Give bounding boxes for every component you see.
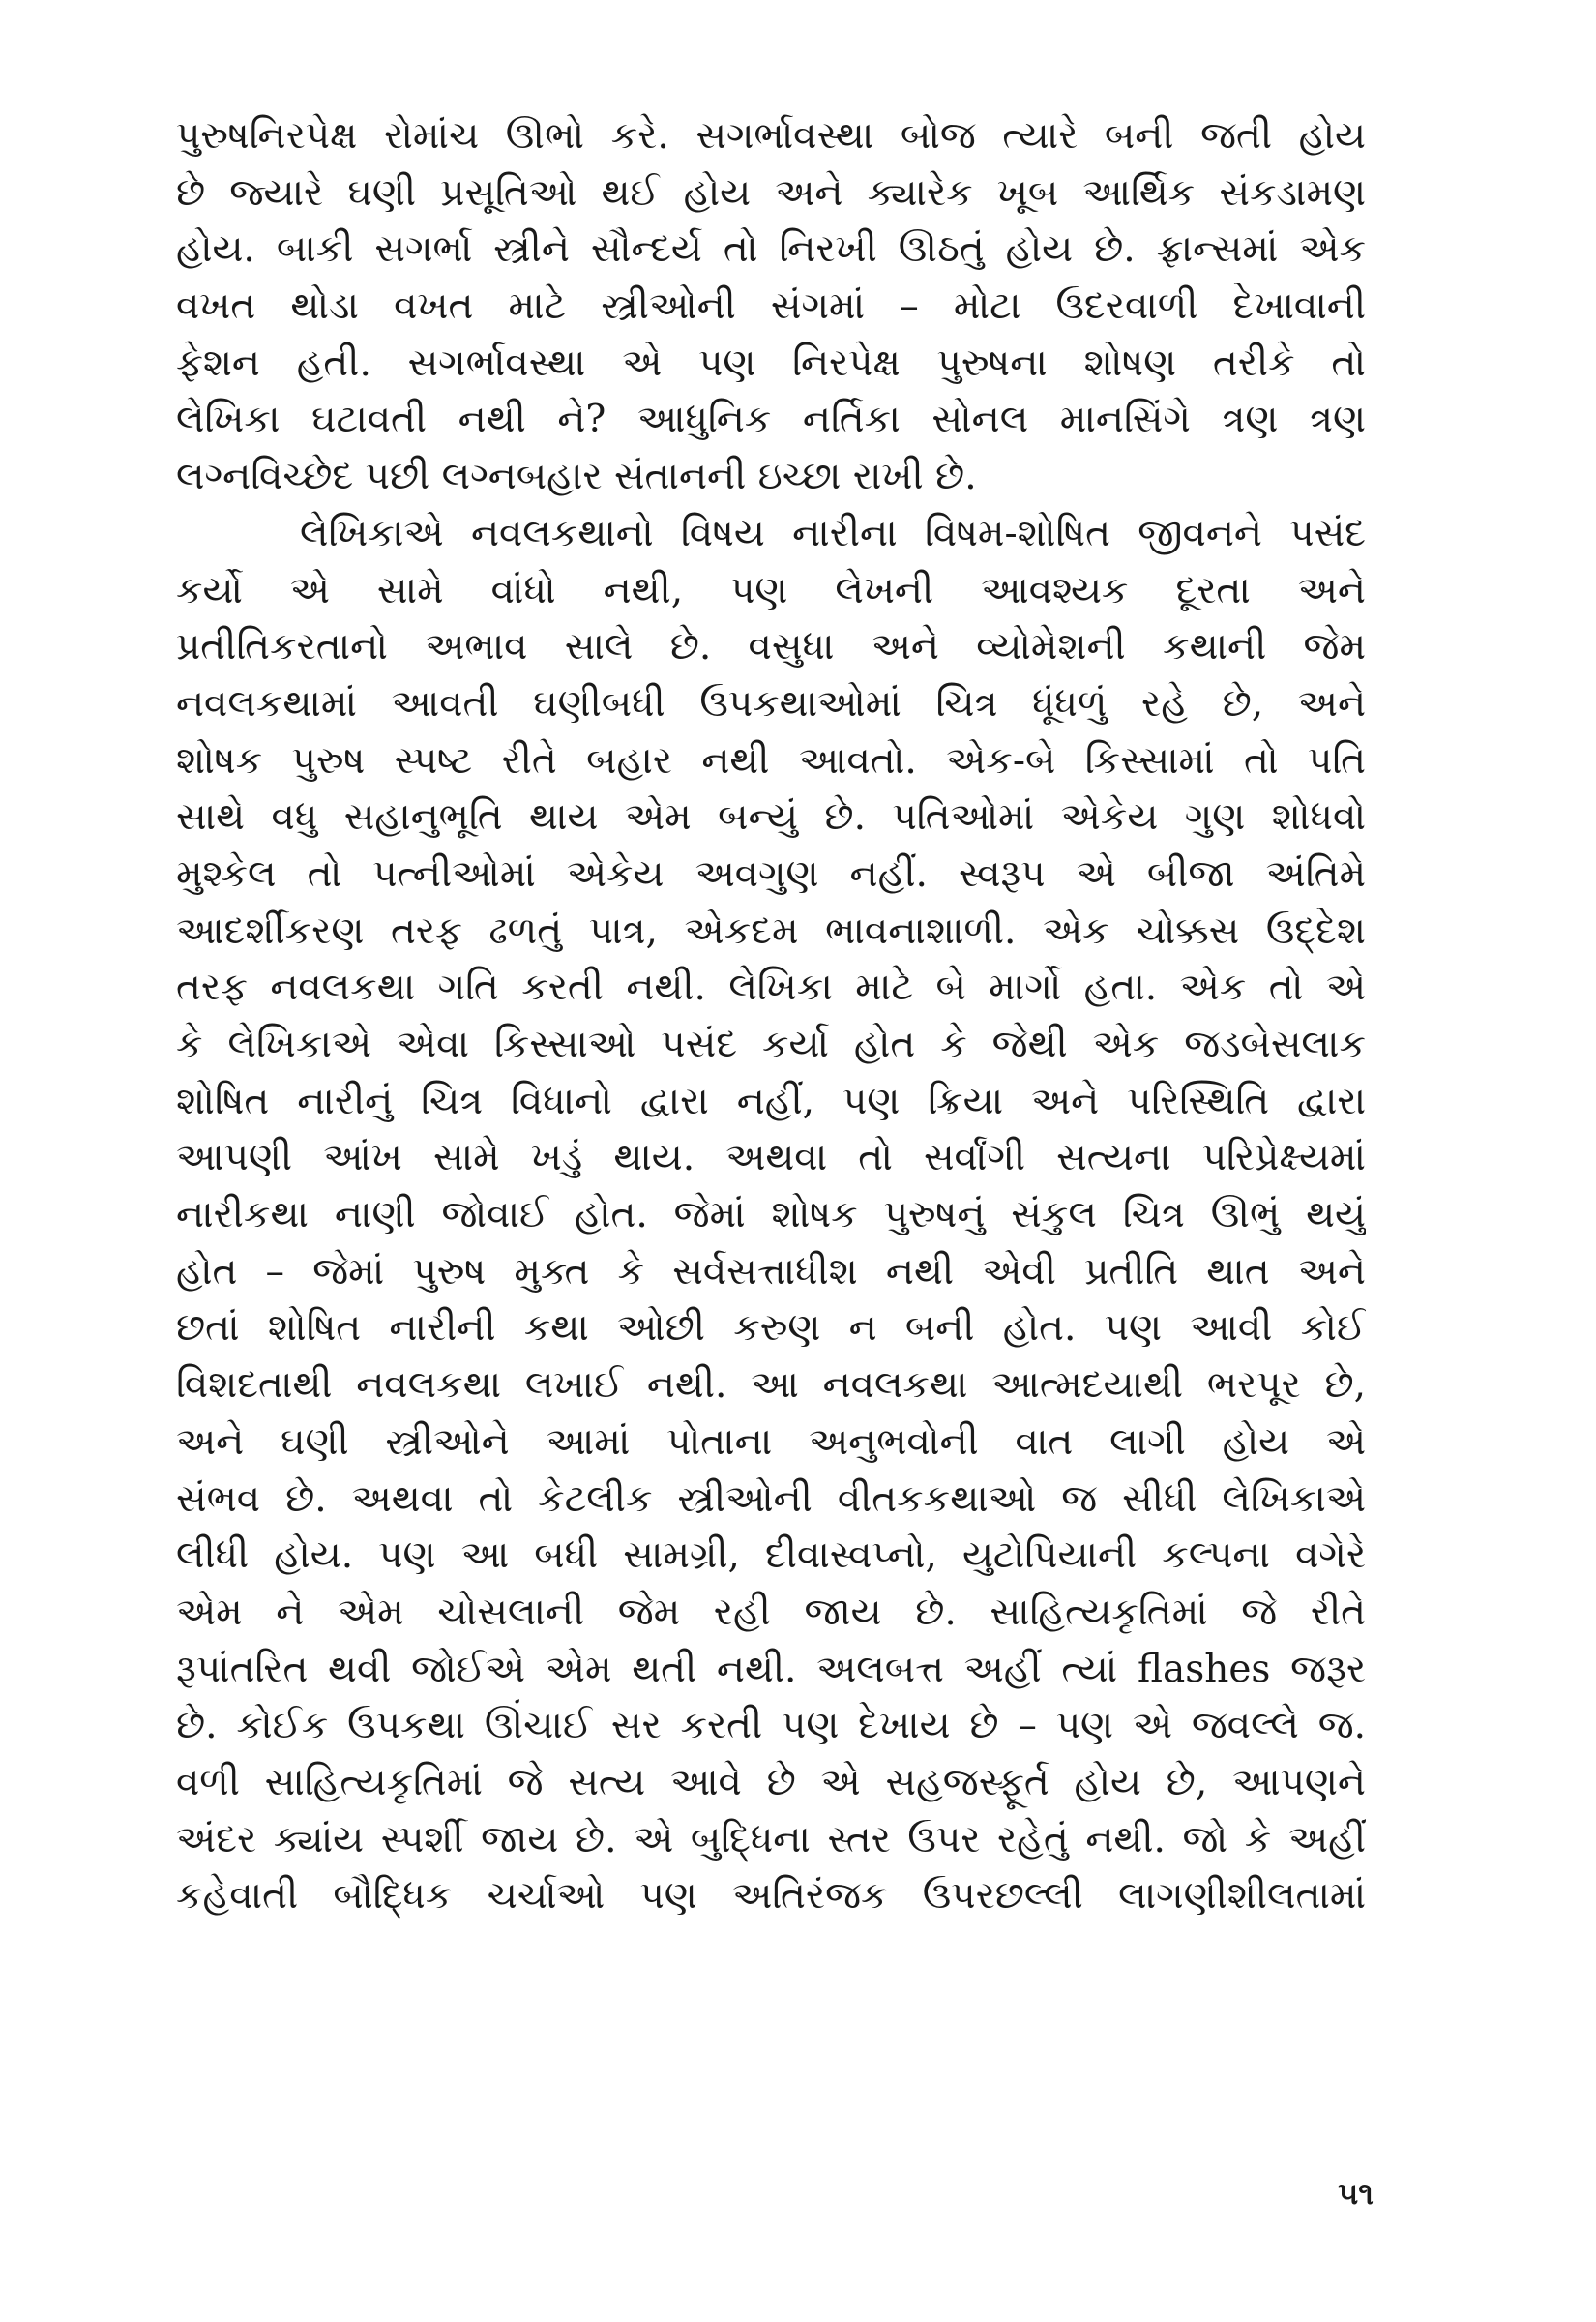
text-line: લીધી હોય. પણ આ બધી સામગ્રી, દીવાસ્વપ્નો, યુટોપિયાની કલ્પના વગેરે — [176, 1533, 1366, 1578]
text-line: લગ્નવિચ્છેદ પછી લગ્નબહાર સંતાનની ઇચ્છા રાખી છે. — [176, 455, 977, 499]
text-line: પુરુષનિરપેક્ષ રોમાંચ ઊભો કરે. સગર્ભાવસ્થા બોજ ત્યારે બની જતી હોય — [176, 114, 1366, 158]
body-text — [176, 108, 1366, 1925]
text-line: કહેવાતી બૌદ્ધિક ચર્ચાઓ પણ અતિરંજક ઉપરછલ્લી લાગણીશીલતામાં — [176, 1874, 1366, 1919]
text-line: અને ઘણી સ્ત્રીઓને આમાં પોતાના અનુભવોની વાત લાગી હોય એ — [176, 1419, 1366, 1464]
text-line: રૂપાંતરિત થવી જોઈએ એમ થતી નથી. અલબત્ત અહીં ત્યાં flashes જરૂર — [176, 1647, 1366, 1691]
text-line: સાથે વધુ સહાનુભૂતિ થાય એમ બન્યું છે. પતિઓમાં એકેય ગુણ શોધવો — [176, 795, 1366, 840]
text-line: કર્યો એ સામે વાંધો નથી, પણ લેખની આવશ્યક દૂરતા અને — [176, 568, 1366, 612]
text-line: છે. કોઈક ઉપકથા ઊંચાઈ સર કરતી પણ દેખાય છે – પણ એ જવલ્લે જ. — [176, 1704, 1366, 1748]
text-line: વળી સાહિત્યકૃતિમાં જે સત્ય આવે છે એ સહજસ્ફૂર્ત હોય છે, આપણને — [176, 1760, 1366, 1804]
text-line: ફેશન હતી. સગર્ભાવસ્થા એ પણ નિરપેક્ષ પુરુષના શોષણ તરીકે તો — [176, 341, 1366, 385]
text-line: નવલકથામાં આવતી ઘણીબધી ઉપકથાઓમાં ચિત્ર ધૂંધળું રહે છે, અને — [176, 681, 1366, 726]
text-line: હોત – જેમાં પુરુષ મુક્ત કે સર્વસત્તાધીશ નથી એવી પ્રતીતિ થાત અને — [176, 1249, 1366, 1294]
text-line: સંભવ છે. અથવા તો કેટલીક સ્ત્રીઓની વીતકકથાઓ જ સીધી લેખિકાએ — [176, 1476, 1366, 1521]
text-line: તરફ નવલકથા ગતિ કરતી નથી. લેખિકા માટે બે માર્ગો હતા. એક તો એ — [176, 966, 1366, 1010]
text-line: એમ ને એમ ચોસલાની જેમ રહી જાય છે. સાહિત્યકૃતિમાં જે રીતે — [176, 1590, 1366, 1634]
paragraph-2 — [176, 506, 1366, 1925]
text-line: શોષિત નારીનું ચિત્ર વિધાનો દ્વારા નહીં, પણ ક્રિયા અને પરિસ્થિતિ દ્વારા — [176, 1079, 1366, 1123]
text-line: શોષક પુરુષ સ્પષ્ટ રીતે બહાર નથી આવતો. એક-બે કિસ્સામાં તો પતિ — [176, 738, 1366, 783]
text-line: છતાં શોષિત નારીની કથા ઓછી કરુણ ન બની હોત. પણ આવી કોઈ — [176, 1306, 1366, 1351]
text-line: છે જ્યારે ઘણી પ્રસૂતિઓ થઈ હોય અને ક્યારેક ખૂબ આર્થિક સંકડામણ — [176, 170, 1366, 215]
text-line: હોય. બાકી સગર્ભા સ્ત્રીને સૌન્દર્ય તો નિરખી ઊઠતું હોય છે. ફ્રાન્સમાં એક — [176, 227, 1366, 272]
text-line: અંદર ક્યાંય સ્પર્શી જાય છે. એ બુદ્ધિના સ્તર ઉપર રહેતું નથી. જો કે અહીં — [176, 1817, 1366, 1861]
text-line: આપણી આંખ સામે ખડું થાય. અથવા તો સર્વાંગી સત્યના પરિપ્રેક્ષ્યમાં — [176, 1136, 1366, 1180]
page-number: ૫૧ — [1338, 2175, 1374, 2212]
text-line: નારીકથા નાણી જોવાઈ હોત. જેમાં શોષક પુરુષનું સંકુલ ચિત્ર ઊભું થયું — [176, 1193, 1366, 1237]
text-line: આદર્શીકરણ તરફ ઢળતું પાત્ર, એકદમ ભાવનાશાળી. એક ચોક્કસ ઉદ્દેશ — [176, 908, 1366, 953]
text-line: પ્રતીતિકરતાનો અભાવ સાલે છે. વસુધા અને વ્યોમેશની કથાની જેમ — [176, 625, 1366, 670]
text-line: લેખિકા ઘટાવતી નથી ને? આધુનિક નર્તિકા સોનલ માનસિંગે ત્રણ ત્રણ — [176, 398, 1366, 442]
text-line: મુશ્કેલ તો પત્નીઓમાં એકેય અવગુણ નહીં. સ્વરૂપ એ બીજા અંતિમે — [176, 851, 1366, 896]
text-line: વિશદતાથી નવલકથા લખાઈ નથી. આ નવલકથા આત્મદયાથી ભરપૂર છે, — [176, 1363, 1366, 1408]
text-line: વખત થોડા વખત માટે સ્ત્રીઓની સંગમાં – મોટા ઉદરવાળી દેખાવાની — [176, 284, 1366, 329]
paragraph-1 — [176, 108, 1366, 506]
text-line: લેખિકાએ નવલકથાનો વિષય નારીના વિષમ-શોષિત જીવનને પસંદ — [300, 511, 1366, 555]
text-line: કે લેખિકાએ એવા કિસ્સાઓ પસંદ કર્યા હોત કે જેથી એક જડબેસલાક — [176, 1023, 1366, 1066]
